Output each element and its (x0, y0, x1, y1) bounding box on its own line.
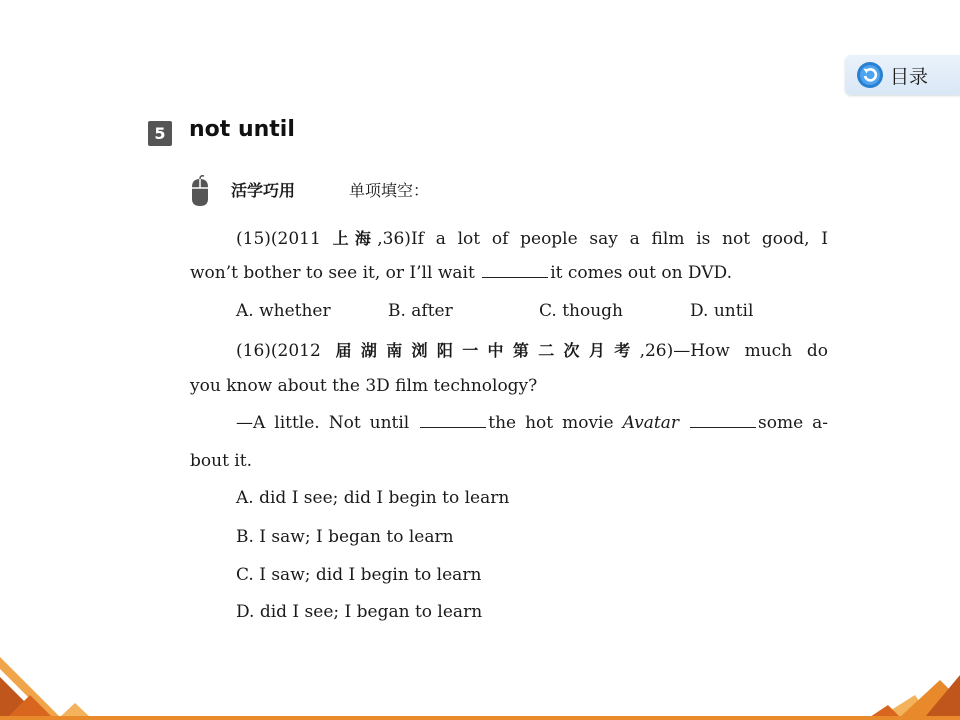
q16-reply-line (236, 413, 828, 433)
q15-line-1 (236, 226, 828, 249)
q15-stem-line-2a: won’t bother to see it, or I’ll wait (190, 263, 475, 283)
q16-reply-a: —A little. Not until (236, 413, 410, 433)
q15-source-close: ,36) (377, 229, 411, 249)
q15-option-c[interactable]: C. though (539, 301, 624, 321)
footer-decoration (0, 655, 960, 720)
q15-option-a[interactable]: A. whether (236, 301, 331, 321)
q16-number: (16) (236, 341, 271, 361)
q16-blank-2[interactable] (690, 413, 756, 428)
q16-option-a[interactable]: A. did I see; did I begin to learn (236, 488, 510, 508)
q16-source-close: ,26) (639, 341, 674, 361)
q15-stem-line-1: If a lot of people say a film is not good, I (410, 229, 828, 249)
q16-reply-b: the hot movie (488, 413, 614, 433)
practice-subtitle: 单项填空： (349, 181, 430, 200)
q16-option-d[interactable]: D. did I see; I began to learn (236, 602, 483, 622)
q15-source-open: (2011 (270, 229, 333, 249)
q15-line-2 (190, 263, 732, 283)
q16-line-2: you know about the 3D film technology? (190, 376, 538, 396)
q16-source-place: 届湖南浏阳一中第二次月考 (335, 341, 640, 360)
practice-label: 活学巧用 (231, 181, 296, 200)
q16-option-c[interactable]: C. I saw; did I begin to learn (236, 565, 482, 585)
toc-label: 目录 (890, 65, 929, 88)
q15-blank[interactable] (482, 263, 548, 278)
q15-option-d[interactable]: D. until (690, 301, 754, 321)
toc-button[interactable] (845, 55, 960, 95)
q15-option-b[interactable]: B. after (388, 301, 453, 321)
q15-stem-line-2b: it comes out on DVD. (550, 263, 732, 283)
q16-option-b[interactable]: B. I saw; I began to learn (236, 527, 454, 547)
q16-reply-line-2: bout it. (190, 451, 252, 471)
q15-source-place: 上海 (332, 229, 378, 248)
q16-movie-title: Avatar (622, 413, 679, 433)
q16-line-1 (236, 338, 828, 361)
q16-stem-line-1: —How much do (673, 341, 828, 361)
mouse-icon (188, 175, 212, 207)
section-title: not until (189, 117, 295, 142)
back-arrow-icon (856, 61, 884, 89)
q15-number: (15) (236, 229, 271, 249)
q16-reply-c: some a- (757, 413, 828, 433)
section-number-badge: 5 (148, 121, 172, 146)
q16-source-open: (2012 (270, 341, 336, 361)
q16-blank-1[interactable] (420, 413, 486, 428)
